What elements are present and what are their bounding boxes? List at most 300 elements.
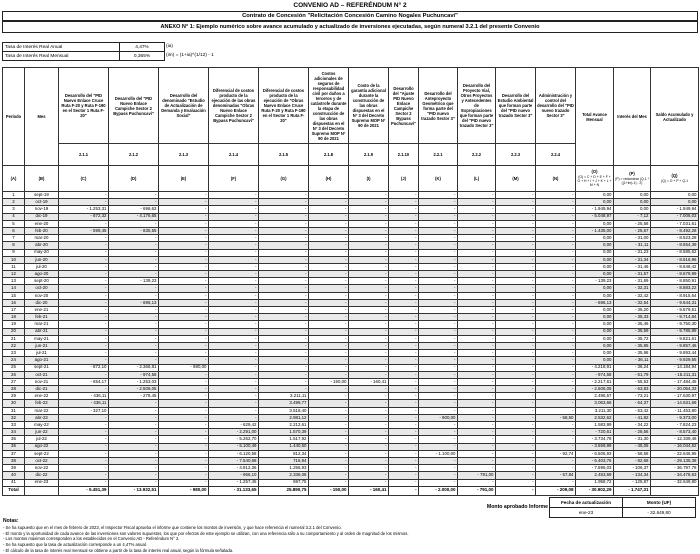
cell-value: - 57,84	[536, 472, 576, 479]
cell-value: -	[349, 335, 389, 342]
column-letter: (G)	[259, 166, 309, 192]
cell-value: -	[496, 450, 536, 457]
cell-value: -	[259, 299, 309, 306]
cell-value: -	[159, 400, 209, 407]
cell-value: -	[309, 314, 349, 321]
cell-value: -	[309, 450, 349, 457]
cell-value: -	[419, 328, 458, 335]
cell-value: -	[309, 192, 349, 199]
cell-value: - 6.120,58	[209, 450, 259, 457]
cell-value: -	[259, 292, 309, 299]
column-letter: (Q)	[671, 173, 678, 179]
cell-value: -	[309, 292, 349, 299]
cell-value: -	[159, 256, 209, 263]
cell-value: -	[349, 364, 389, 371]
cell-value: - 327,10	[59, 407, 109, 414]
cell-value: -	[309, 328, 349, 335]
column-code: 2.1.2	[109, 144, 159, 166]
cell-value: -	[209, 292, 259, 299]
cell-value: -	[349, 342, 389, 349]
cell-value: - 8.883,22	[651, 285, 699, 292]
cell-value: -	[159, 307, 209, 314]
cell-value: - 974,58	[109, 371, 159, 378]
cell-value: -	[59, 285, 109, 292]
cell-value: -	[309, 414, 349, 421]
cell-value: -	[209, 407, 259, 414]
cell-mes: ene-21	[25, 307, 59, 314]
cell-value: -	[389, 307, 419, 314]
cell-value: -	[109, 271, 159, 278]
cell-value: - 1.100,00	[419, 450, 458, 457]
header-description-row	[3, 68, 699, 144]
cell-mes: oct-22	[25, 457, 59, 464]
cell-value: - 2.217,61	[576, 378, 614, 385]
cell-value: -	[419, 321, 458, 328]
cell-value: -	[536, 328, 576, 335]
cell-value: -	[309, 242, 349, 249]
cell-value: -	[349, 328, 389, 335]
cell-value: -	[59, 263, 109, 270]
cell-value: -	[259, 314, 309, 321]
cell-value: -	[259, 199, 309, 206]
cell-value: -	[496, 256, 536, 263]
cell-value: -	[458, 422, 496, 429]
column-letter: (E)	[159, 166, 209, 192]
cell-mes: ene-22	[25, 393, 59, 400]
table-row	[3, 235, 699, 242]
table-row	[3, 443, 699, 450]
cell-value: -	[109, 472, 159, 479]
cell-value: - 7.006,03	[651, 213, 699, 220]
cell-value: -	[309, 407, 349, 414]
column-code: 2.1.1	[59, 144, 109, 166]
cell-value: -	[349, 436, 389, 443]
column-letter: (L)	[458, 166, 496, 192]
cell-value: -	[458, 299, 496, 306]
cell-periodo: 15	[3, 292, 25, 299]
cell-value: -	[59, 350, 109, 357]
cell-periodo: 16	[3, 299, 25, 306]
note-item: - Los montos máximos corresponden a los establecidos en el Convenio AD - Referéndum N° 2.	[3, 536, 180, 542]
cell-mes: ago-22	[25, 443, 59, 450]
table-row	[3, 371, 699, 378]
column-header: Desarrollo del denominado "Estudio de Actualización de Demanda y Evaluación Social"	[159, 68, 209, 144]
note-item: - Se ha supuesto que en el mes de febrero de 2023, el Inspector Fiscal aprueba el informe que contiene los montos de inversión, y que hace referencia el numeral 3.2.1 del Convenio.	[3, 525, 342, 530]
cell-mes: may-20	[25, 249, 59, 256]
cell-value: -	[209, 378, 259, 385]
cell-value: - 25,67	[614, 227, 651, 234]
cell-value: -	[389, 465, 419, 472]
cell-value: -	[389, 422, 419, 429]
cell-value: -	[536, 242, 576, 249]
cell-value: -	[458, 242, 496, 249]
cell-value: 0,00	[576, 263, 614, 270]
cell-value: -	[496, 328, 536, 335]
cell-value: - 2.291,00	[209, 429, 259, 436]
column-letter-o	[576, 166, 614, 192]
cell-value: - 25,58	[614, 220, 651, 227]
cell-value: -	[309, 422, 349, 429]
annex-title: ANEXO N° 1: Ejemplo numérico sobre avance acumulado y actualizado de inversiones ejecutadas, según numeral 3.2.1 del presente Convenio	[2, 21, 698, 33]
cell-value: -	[496, 472, 536, 479]
table-row	[3, 227, 699, 234]
cell-value: 0,00	[614, 206, 651, 213]
cell-mes: jul-21	[25, 350, 59, 357]
cell-value: - 125,87	[614, 479, 651, 486]
cell-value: - 20.054,33	[651, 386, 699, 393]
cell-value: - 696,13	[109, 299, 159, 306]
cell-value: - 31,11	[614, 242, 651, 249]
cell-value: -	[209, 400, 259, 407]
cell-value: - 1.257,45	[209, 479, 259, 486]
cell-value: 0,00	[576, 307, 614, 314]
cell-value: - 36,11	[614, 357, 651, 364]
cell-periodo: 19	[3, 321, 25, 328]
cell-value: -	[349, 292, 389, 299]
cell-mes: mar-21	[25, 321, 59, 328]
column-letter-q	[651, 166, 699, 192]
cell-value: -	[59, 192, 109, 199]
cell-value: -	[159, 263, 209, 270]
cell-value: 716,94	[259, 457, 309, 464]
cell-value: -	[458, 213, 496, 220]
cell-value: - 5.048,97	[576, 213, 614, 220]
cell-value: -	[309, 271, 349, 278]
cell-value: - 9.821,61	[651, 335, 699, 342]
cell-mes: oct-20	[25, 285, 59, 292]
cell-value: - 5.451,39	[59, 486, 109, 495]
cell-value: -	[389, 436, 419, 443]
cell-value: - 2.506,05	[109, 386, 159, 393]
table-row	[3, 213, 699, 220]
cell-value: -	[159, 299, 209, 306]
cell-value: -	[349, 314, 389, 321]
cell-value: -	[59, 199, 109, 206]
cell-value: -	[389, 285, 419, 292]
cell-value: - 629,42	[209, 422, 259, 429]
cell-value: -	[536, 307, 576, 314]
cell-value: -	[59, 422, 109, 429]
cell-value: 3.518,40	[259, 407, 309, 414]
cell-value: -	[309, 457, 349, 464]
cell-value: 3.211,30	[576, 407, 614, 414]
cell-value: -	[259, 342, 309, 349]
column-header: Administración y control del desarrollo del "PID nuevo trazado Sector 3"	[536, 68, 576, 144]
cell-periodo: 33	[3, 422, 25, 429]
cell-mes: feb-20	[25, 227, 59, 234]
cell-value: -	[309, 479, 349, 486]
cell-mes: abr-21	[25, 328, 59, 335]
cell-value: -	[496, 436, 536, 443]
cell-value: -	[349, 479, 389, 486]
cell-value: -	[419, 472, 458, 479]
cell-value: - 4.812,36	[209, 465, 259, 472]
cell-value: -	[389, 220, 419, 227]
amount-value: - 32.649,80	[623, 508, 696, 518]
cell-value: -	[419, 342, 458, 349]
cell-value: -	[419, 443, 458, 450]
table-row	[3, 285, 699, 292]
cell-value: -	[259, 256, 309, 263]
cell-value: 0,00	[576, 285, 614, 292]
cell-value: -	[109, 307, 159, 314]
table-row	[3, 263, 699, 270]
cell-mes: feb-22	[25, 400, 59, 407]
cell-value: -	[458, 393, 496, 400]
cell-value: 697,75	[259, 479, 309, 486]
cell-value: -	[458, 328, 496, 335]
cell-value: -	[59, 271, 109, 278]
cell-value: -	[59, 335, 109, 342]
cell-value: -	[496, 235, 536, 242]
cell-value: -	[458, 429, 496, 436]
cell-value: -	[496, 357, 536, 364]
cell-value: -	[458, 414, 496, 421]
column-letter: (O)	[591, 169, 598, 175]
cell-value: -	[496, 350, 536, 357]
cell-periodo: 2	[3, 199, 25, 206]
cell-value: -	[209, 414, 259, 421]
cell-value: -	[389, 242, 419, 249]
cell-value: -	[349, 371, 389, 378]
cell-value: - 73,21	[614, 393, 651, 400]
table-header	[3, 68, 699, 192]
cell-value: -	[458, 263, 496, 270]
cell-value: -	[159, 213, 209, 220]
cell-periodo: 24	[3, 357, 25, 364]
cell-periodo: 40	[3, 472, 25, 479]
cell-periodo: 12	[3, 271, 25, 278]
cell-value: - 599,45	[59, 227, 109, 234]
cell-value: - 9.714,84	[651, 314, 699, 321]
cell-value: 0,00	[576, 314, 614, 321]
cell-value: -	[458, 407, 496, 414]
cell-value: 0,00	[576, 342, 614, 349]
cell-value: -	[458, 271, 496, 278]
cell-value: -	[458, 321, 496, 328]
table-row	[3, 429, 699, 436]
cell-value: -	[109, 457, 159, 464]
cell-mes: jun-20	[25, 256, 59, 263]
column-code: 2.1.4	[209, 144, 259, 166]
cell-value: -	[259, 378, 309, 385]
cell-value: -	[458, 192, 496, 199]
cell-value: -	[389, 364, 419, 371]
cell-value: -	[419, 378, 458, 385]
cell-value: -	[389, 335, 419, 342]
cell-value: 0,00	[576, 242, 614, 249]
cell-value: -	[496, 263, 536, 270]
cell-value: -	[349, 213, 389, 220]
cell-value: - 14.184,94	[651, 364, 699, 371]
table-row	[3, 350, 699, 357]
cell-value: - 1.253,31	[59, 206, 109, 213]
note-item: - El monto y la oportunidad de cada avance de las inversiones son valores supuestos, los que por efectos de este ejemplo se utilizan, con una referencia sólo a su comportamiento y al orden de magnitud de los mismos.	[3, 530, 409, 536]
rate-monthly-label: Tasa de Interés Real Mensual	[3, 52, 120, 61]
cell-mes	[25, 486, 59, 495]
cell-value: -	[349, 429, 389, 436]
cell-value: -	[259, 285, 309, 292]
cell-value: -	[496, 386, 536, 393]
cell-value: -	[496, 364, 536, 371]
cell-value: -	[389, 314, 419, 321]
cell-value: -	[419, 314, 458, 321]
table-row	[3, 400, 699, 407]
cell-mes: sept-22	[25, 450, 59, 457]
cell-value: -	[259, 263, 309, 270]
cell-value: -	[458, 235, 496, 242]
cell-value: - 31,23	[614, 249, 651, 256]
column-letter: (C)	[59, 166, 109, 192]
table-row	[3, 299, 699, 306]
cell-value: 25.890,75	[259, 486, 309, 495]
cell-periodo: 29	[3, 393, 25, 400]
cell-value: - 17.484,45	[651, 378, 699, 385]
cell-value: - 966,10	[209, 472, 259, 479]
cell-value: - 35,33	[614, 314, 651, 321]
cell-periodo: 21	[3, 335, 25, 342]
cell-value: -	[59, 328, 109, 335]
cell-value: -	[389, 249, 419, 256]
cell-value: - 7.031,61	[651, 220, 699, 227]
cell-value: -	[309, 429, 349, 436]
cell-value: -	[209, 328, 259, 335]
column-letter: (B)	[25, 166, 59, 192]
cell-value: -	[458, 436, 496, 443]
cell-value: -	[309, 364, 349, 371]
cell-value: -	[209, 199, 259, 206]
cell-value: 1.517,92	[259, 436, 309, 443]
table-row	[3, 192, 699, 199]
cell-value: -	[309, 371, 349, 378]
cell-value: -	[59, 299, 109, 306]
cell-value: - 11.453,80	[651, 407, 699, 414]
cell-value: -	[496, 407, 536, 414]
table-row	[3, 43, 165, 52]
cell-value: -	[309, 350, 349, 357]
cell-value: 0,00	[651, 192, 699, 199]
cell-value: -	[536, 256, 576, 263]
cell-value: 812,34	[259, 450, 309, 457]
cell-value: -	[309, 357, 349, 364]
cell-value: -	[496, 443, 536, 450]
column-code: 2.2.1	[419, 144, 458, 166]
cell-value: -	[536, 457, 576, 464]
cell-value: -	[109, 422, 159, 429]
cell-value: -	[458, 285, 496, 292]
cell-value: -	[389, 393, 419, 400]
cell-value: -	[209, 220, 259, 227]
cell-mes: ago-21	[25, 357, 59, 364]
cell-value: - 9.893,44	[651, 350, 699, 357]
cell-value: - 31,46	[614, 263, 651, 270]
cell-value: -	[159, 235, 209, 242]
cell-periodo: 37	[3, 450, 25, 457]
cell-value: -	[59, 371, 109, 378]
cell-value: - 53,42	[614, 407, 651, 414]
cell-value: -	[209, 314, 259, 321]
cell-value: -	[309, 335, 349, 342]
cell-value: -	[159, 414, 209, 421]
table-row	[3, 52, 165, 61]
cell-value: - 8.915,64	[651, 292, 699, 299]
column-header: Costos adicionales de seguros de responsabilidad civil por daños a terceros y de catástrofe durante la etapa de construcción de las obras dispuestas en el N° 3 del Decreto Supremo MOP N° 90 de 2021	[309, 68, 349, 144]
cell-value: - 8.679,99	[651, 271, 699, 278]
cell-value: -	[389, 457, 419, 464]
cell-value: -	[419, 350, 458, 357]
cell-value: -	[209, 271, 259, 278]
cell-value: -	[458, 199, 496, 206]
cell-value: -	[109, 479, 159, 486]
cell-value: -	[309, 227, 349, 234]
cell-value: -	[309, 321, 349, 328]
cell-value: - 6.403,76	[576, 457, 614, 464]
cell-value: - 58,50	[536, 414, 576, 421]
cell-value: - 35,20	[614, 307, 651, 314]
cell-value: - 5.100,49	[209, 443, 259, 450]
cell-value: - 13.932,51	[109, 486, 159, 495]
cell-value: - 9.929,55	[651, 357, 699, 364]
cell-periodo: 30	[3, 400, 25, 407]
cell-value: - 1.435,00	[576, 227, 614, 234]
cell-value: -	[159, 450, 209, 457]
cell-value: -	[536, 213, 576, 220]
cell-value: -	[419, 285, 458, 292]
cell-mes: jul-20	[25, 263, 59, 270]
cell-value: - 278,45	[109, 393, 159, 400]
cell-value: - 29.135,38	[651, 457, 699, 464]
cell-value: -	[209, 299, 259, 306]
cell-value: - 58,58	[614, 450, 651, 457]
cell-value: 0,00	[576, 199, 614, 206]
cell-value: -	[259, 371, 309, 378]
cell-value: -	[159, 472, 209, 479]
cell-value: - 31,30	[614, 436, 651, 443]
cell-value: -	[159, 422, 209, 429]
cell-mes: dic-20	[25, 299, 59, 306]
cell-value: - 31,69	[614, 278, 651, 285]
cell-value: -	[496, 393, 536, 400]
cell-value: -	[419, 192, 458, 199]
cell-value: 0,00	[576, 235, 614, 242]
table-row	[3, 206, 699, 213]
cell-value: - 36.797,78	[651, 465, 699, 472]
cell-value: -	[389, 486, 419, 495]
cell-mes: jul-22	[25, 436, 59, 443]
cell-value: - 8.616,96	[651, 256, 699, 263]
cell-value: -	[159, 371, 209, 378]
cell-mes: dic-22	[25, 472, 59, 479]
cell-value: -	[309, 220, 349, 227]
cell-value: -	[59, 292, 109, 299]
cell-value: -	[109, 321, 159, 328]
table-row	[3, 422, 699, 429]
column-header: Desarrollo del "Ajuste PID Nuevo Enlace Campiche Sector 2 Bypass Puchuncaví"	[389, 68, 419, 144]
cell-value: -	[59, 357, 109, 364]
cell-value: -	[109, 465, 159, 472]
table-row	[3, 436, 699, 443]
table-row	[3, 386, 699, 393]
cell-value: -	[209, 256, 259, 263]
cell-mes: mar-22	[25, 407, 59, 414]
column-header: Desarrollo del "PID Nuevo Enlace Cruce Ruta F-20 y Ruta F-190 en el Sector 1 Ruta F-20"	[59, 68, 109, 144]
cell-value: -	[458, 206, 496, 213]
cell-value: 1.583,99	[576, 422, 614, 429]
cell-value: -	[349, 393, 389, 400]
cell-value: - 209,08	[536, 486, 576, 495]
cell-value: - 872,10	[59, 364, 109, 371]
column-code: 2.2.4	[536, 144, 576, 166]
